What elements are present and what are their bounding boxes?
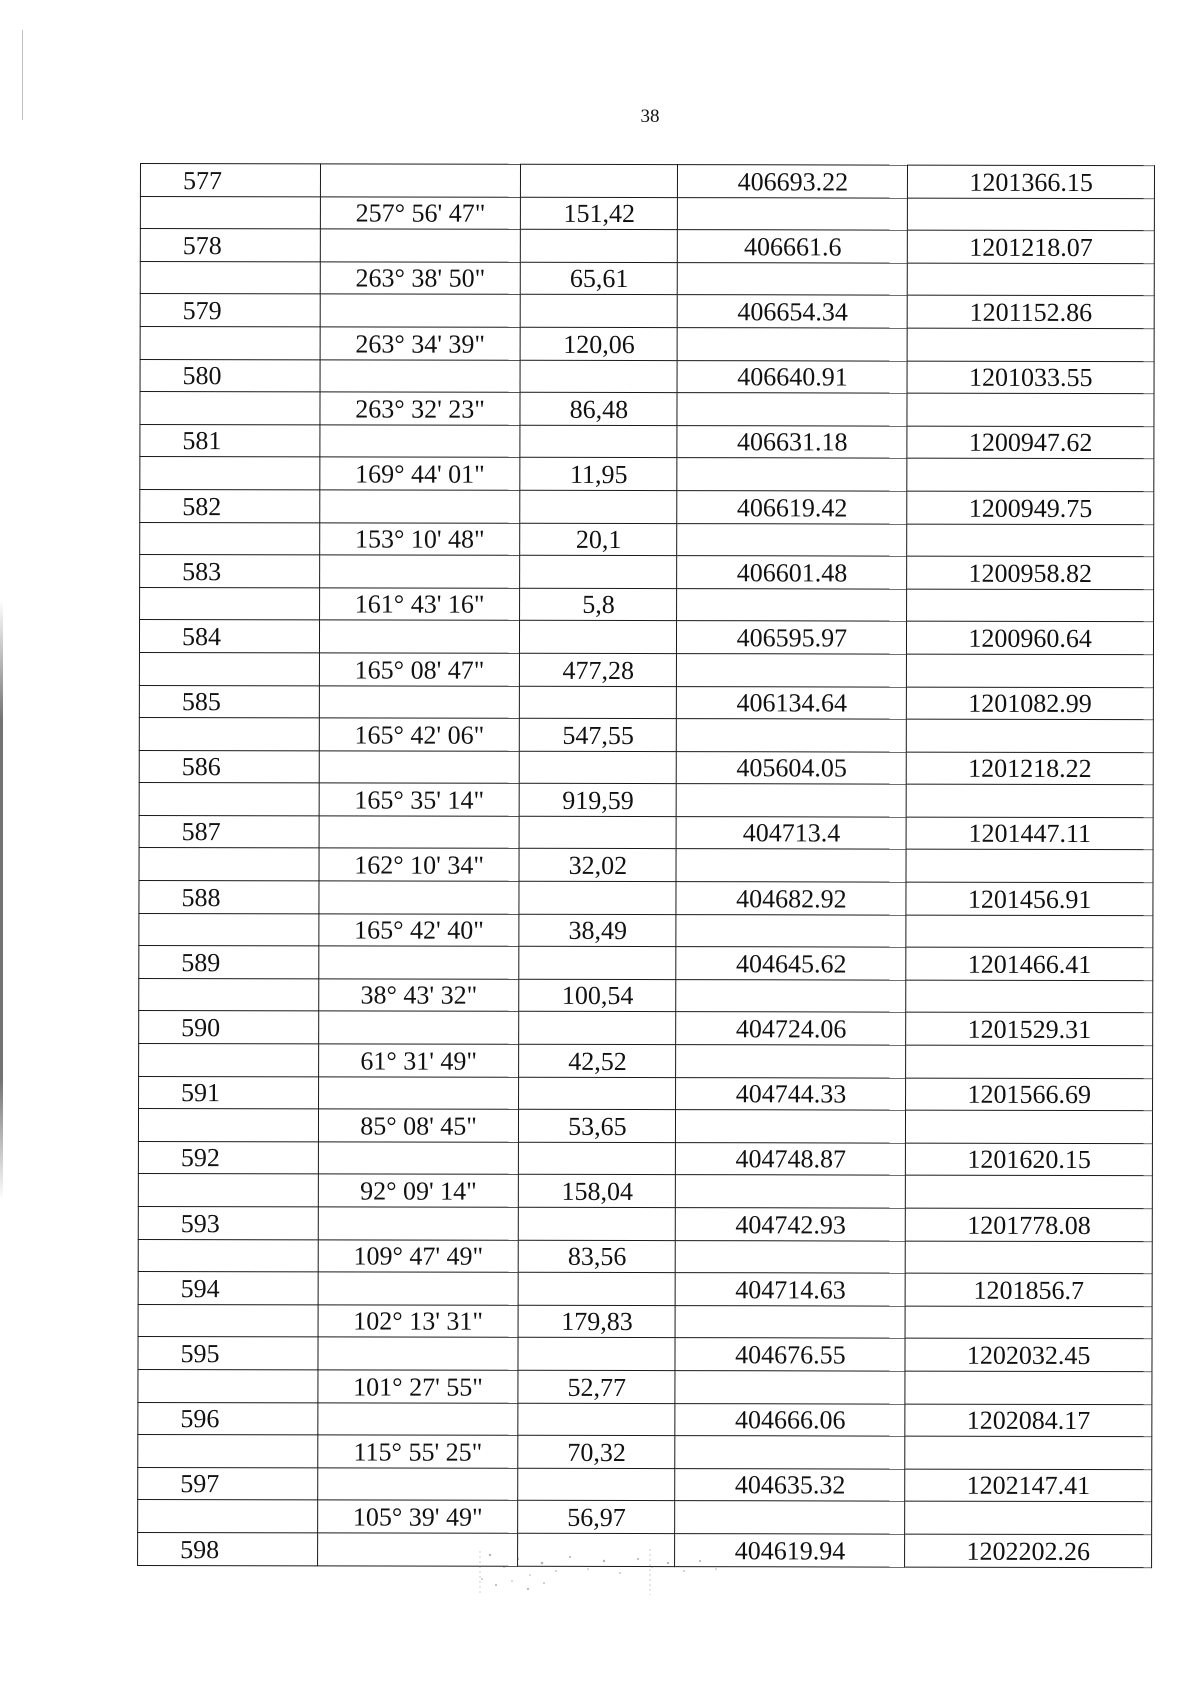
x-coordinate-cell: 404724.06 [676, 1012, 906, 1045]
direction-angle-cell: 165° 35' 14" [319, 783, 520, 816]
x-coordinate-cell: 404666.06 [675, 1403, 905, 1436]
empty-cell [520, 686, 677, 719]
empty-cell [519, 1142, 676, 1175]
point-number-cell: 593 [138, 1206, 318, 1239]
empty-cell [675, 1501, 905, 1534]
empty-cell [318, 1077, 519, 1110]
y-coordinate-cell: 1201566.69 [906, 1078, 1153, 1111]
empty-cell [317, 1533, 518, 1566]
empty-cell [320, 425, 521, 458]
segment-row [138, 1239, 1152, 1274]
y-coordinate-cell: 1200947.62 [907, 426, 1154, 459]
scan-edge-shadow [0, 600, 3, 1200]
segment-length-cell: 5,8 [520, 588, 677, 621]
y-coordinate-cell: 1201620.15 [906, 1143, 1153, 1176]
direction-angle-cell: 263° 32' 23" [320, 392, 521, 425]
empty-cell [139, 1044, 319, 1077]
x-coordinate-cell: 404682.92 [676, 882, 906, 915]
empty-cell [519, 1207, 676, 1240]
y-coordinate-cell: 1201456.91 [906, 882, 1153, 915]
empty-cell [519, 947, 676, 980]
y-coordinate-cell: 1200958.82 [907, 556, 1154, 589]
segment-length-cell: 120,06 [520, 327, 677, 360]
point-number-cell: 586 [139, 750, 319, 783]
empty-cell [906, 1045, 1153, 1078]
segment-row [140, 587, 1154, 622]
empty-cell [140, 457, 320, 490]
empty-cell [518, 1272, 675, 1305]
y-coordinate-cell: 1202032.45 [905, 1338, 1152, 1371]
point-row [139, 1076, 1153, 1111]
x-coordinate-cell: 406693.22 [678, 165, 908, 198]
point-row [139, 815, 1153, 850]
empty-cell [319, 555, 520, 588]
point-number-cell: 580 [140, 359, 320, 392]
empty-cell [518, 1338, 675, 1371]
empty-cell [318, 1142, 519, 1175]
empty-cell [138, 1174, 318, 1207]
point-row [139, 1011, 1153, 1046]
point-row [138, 1532, 1152, 1567]
segment-length-cell: 53,65 [519, 1110, 676, 1143]
point-number-cell: 578 [140, 229, 320, 262]
empty-cell [318, 1337, 519, 1370]
empty-cell [138, 1304, 318, 1337]
empty-cell [140, 261, 320, 294]
empty-cell [519, 1012, 676, 1045]
segment-row [139, 1044, 1153, 1079]
segment-length-cell: 65,61 [521, 262, 678, 295]
segment-length-cell: 32,02 [519, 849, 676, 882]
segment-length-cell: 919,59 [519, 784, 676, 817]
segment-row [138, 1435, 1152, 1470]
empty-cell [320, 359, 521, 392]
segment-row [140, 457, 1154, 492]
x-coordinate-cell: 405604.05 [677, 751, 907, 784]
direction-angle-cell: 257° 56' 47" [320, 196, 521, 229]
empty-cell [906, 915, 1153, 948]
x-coordinate-cell: 404619.94 [675, 1534, 905, 1567]
empty-cell [906, 1241, 1153, 1274]
empty-cell [677, 588, 907, 621]
x-coordinate-cell: 406601.48 [677, 556, 907, 589]
point-row [139, 881, 1153, 916]
direction-angle-cell: 105° 39' 49" [317, 1500, 518, 1533]
y-coordinate-cell: 1201447.11 [906, 817, 1153, 850]
empty-cell [521, 295, 678, 328]
point-row [140, 424, 1154, 459]
segment-length-cell: 86,48 [520, 392, 677, 425]
x-coordinate-cell: 406661.6 [678, 230, 908, 263]
segment-length-cell: 83,56 [519, 1240, 676, 1273]
segment-length-cell: 100,54 [519, 979, 676, 1012]
empty-cell [676, 849, 906, 882]
segment-length-cell: 42,52 [519, 1044, 676, 1077]
empty-cell [907, 719, 1154, 752]
empty-cell [140, 326, 320, 359]
point-number-cell: 596 [138, 1402, 318, 1435]
empty-cell [138, 1369, 318, 1402]
empty-cell [138, 1109, 318, 1142]
empty-cell [140, 587, 320, 620]
x-coordinate-cell: 404714.63 [676, 1273, 906, 1306]
empty-cell [318, 1402, 519, 1435]
empty-cell [907, 458, 1154, 491]
x-coordinate-cell: 404748.87 [676, 1142, 906, 1175]
segment-length-cell: 56,97 [518, 1501, 675, 1534]
y-coordinate-cell: 1201218.07 [908, 230, 1155, 263]
x-coordinate-cell: 404676.55 [675, 1338, 905, 1371]
empty-cell [906, 850, 1153, 883]
point-number-cell: 582 [140, 489, 320, 522]
point-row [138, 1206, 1152, 1241]
segment-row [138, 1304, 1152, 1339]
x-coordinate-cell: 406595.97 [677, 621, 907, 654]
point-row [139, 620, 1153, 655]
segment-row [139, 783, 1153, 818]
segment-length-cell: 52,77 [518, 1370, 675, 1403]
empty-cell [520, 490, 677, 523]
empty-cell [907, 784, 1154, 817]
empty-cell [520, 555, 677, 588]
empty-cell [519, 816, 676, 849]
empty-cell [138, 1435, 318, 1468]
direction-angle-cell: 115° 55' 25" [318, 1435, 519, 1468]
empty-cell [905, 1501, 1152, 1534]
coordinates-table-body [138, 164, 1155, 1568]
y-coordinate-cell: 1200960.64 [907, 621, 1154, 654]
empty-cell [319, 1011, 520, 1044]
empty-cell [320, 490, 521, 523]
y-coordinate-cell: 1201529.31 [906, 1013, 1153, 1046]
x-coordinate-cell: 404635.32 [675, 1468, 905, 1501]
point-number-cell: 594 [138, 1272, 318, 1305]
x-coordinate-cell: 406134.64 [677, 686, 907, 719]
empty-cell [140, 392, 320, 425]
empty-cell [676, 979, 906, 1012]
empty-cell [520, 360, 677, 393]
empty-cell [138, 1239, 318, 1272]
direction-angle-cell: 92° 09' 14" [318, 1174, 519, 1207]
point-number-cell: 597 [138, 1467, 318, 1500]
segment-length-cell: 151,42 [521, 197, 678, 230]
empty-cell [318, 1272, 519, 1305]
empty-cell [906, 1110, 1153, 1143]
point-row [140, 359, 1154, 394]
direction-angle-cell: 153° 10' 48" [320, 522, 521, 555]
empty-cell [319, 620, 520, 653]
empty-cell [320, 294, 521, 327]
x-coordinate-cell: 406654.34 [678, 295, 908, 328]
point-row [140, 229, 1154, 264]
segment-row [140, 392, 1154, 427]
empty-cell [139, 978, 319, 1011]
y-coordinate-cell: 1201218.22 [907, 752, 1154, 785]
empty-cell [908, 263, 1155, 296]
point-number-cell: 595 [138, 1337, 318, 1370]
empty-cell [676, 1110, 906, 1143]
empty-cell [518, 1533, 675, 1566]
empty-cell [677, 523, 907, 556]
point-number-cell: 590 [139, 1011, 319, 1044]
segment-row [140, 326, 1154, 361]
empty-cell [675, 1305, 905, 1338]
point-row [140, 489, 1154, 524]
y-coordinate-cell: 1201152.86 [908, 295, 1155, 328]
empty-cell [139, 848, 319, 881]
segment-row [139, 718, 1153, 753]
x-coordinate-cell: 406631.18 [677, 425, 907, 458]
point-number-cell: 587 [139, 815, 319, 848]
empty-cell [675, 1371, 905, 1404]
point-number-cell: 591 [139, 1076, 319, 1109]
point-number-cell: 589 [139, 946, 319, 979]
y-coordinate-cell: 1202202.26 [905, 1534, 1152, 1567]
empty-cell [908, 198, 1155, 231]
empty-cell [678, 262, 908, 295]
empty-cell [678, 328, 908, 361]
segment-length-cell: 11,95 [520, 458, 677, 491]
empty-cell [521, 164, 678, 197]
empty-cell [139, 783, 319, 816]
empty-cell [676, 914, 906, 947]
segment-row [139, 978, 1153, 1013]
empty-cell [519, 881, 676, 914]
segment-row [138, 1500, 1152, 1535]
x-coordinate-cell: 406640.91 [677, 360, 907, 393]
empty-cell [319, 881, 520, 914]
point-number-cell: 581 [140, 424, 320, 457]
point-number-cell: 577 [140, 164, 320, 197]
empty-cell [677, 784, 907, 817]
point-row [138, 1337, 1152, 1372]
empty-cell [520, 751, 677, 784]
empty-cell [140, 196, 320, 229]
segment-row [139, 652, 1153, 687]
segment-length-cell: 38,49 [519, 914, 676, 947]
direction-angle-cell: 161° 43' 16" [319, 588, 520, 621]
empty-cell [319, 816, 520, 849]
point-row [139, 685, 1153, 720]
empty-cell [320, 164, 521, 197]
point-number-cell: 584 [139, 620, 319, 653]
point-number-cell: 583 [140, 555, 320, 588]
y-coordinate-cell: 1201366.15 [908, 165, 1155, 198]
y-coordinate-cell: 1201778.08 [906, 1208, 1153, 1241]
y-coordinate-cell: 1201082.99 [907, 687, 1154, 720]
y-coordinate-cell: 1201033.55 [907, 361, 1154, 394]
segment-length-cell: 158,04 [519, 1175, 676, 1208]
y-coordinate-cell: 1201856.7 [905, 1273, 1152, 1306]
segment-row [139, 913, 1153, 948]
segment-length-cell: 547,55 [520, 718, 677, 751]
empty-cell [519, 1077, 676, 1110]
empty-cell [521, 229, 678, 262]
empty-cell [319, 751, 520, 784]
empty-cell [905, 1371, 1152, 1404]
point-row [138, 1467, 1152, 1502]
point-row [139, 946, 1153, 981]
segment-row [138, 1174, 1152, 1209]
empty-cell [520, 425, 677, 458]
empty-cell [677, 719, 907, 752]
direction-angle-cell: 165° 08' 47" [319, 653, 520, 686]
empty-cell [906, 980, 1153, 1013]
empty-cell [318, 1468, 519, 1501]
direction-angle-cell: 102° 13' 31" [318, 1305, 519, 1338]
coordinates-table [137, 163, 1155, 1568]
empty-cell [907, 393, 1154, 426]
page-number: 38 [640, 106, 660, 127]
empty-cell [907, 654, 1154, 687]
empty-cell [319, 946, 520, 979]
empty-cell [676, 1045, 906, 1078]
direction-angle-cell: 85° 08' 45" [318, 1109, 519, 1142]
segment-row [138, 1109, 1152, 1144]
empty-cell [518, 1403, 675, 1436]
segment-length-cell: 20,1 [520, 523, 677, 556]
empty-cell [676, 1240, 906, 1273]
x-coordinate-cell: 404742.93 [676, 1208, 906, 1241]
empty-cell [520, 621, 677, 654]
empty-cell [318, 1207, 519, 1240]
point-row [140, 294, 1154, 329]
y-coordinate-cell: 1202147.41 [905, 1469, 1152, 1502]
direction-angle-cell: 169° 44' 01" [320, 457, 521, 490]
empty-cell [907, 328, 1154, 361]
empty-cell [675, 1436, 905, 1469]
point-number-cell: 598 [138, 1532, 318, 1565]
segment-row [140, 522, 1154, 557]
segment-row [140, 261, 1154, 296]
point-number-cell: 579 [140, 294, 320, 327]
empty-cell [139, 652, 319, 685]
direction-angle-cell: 61° 31' 49" [318, 1044, 519, 1077]
segment-length-cell: 179,83 [518, 1305, 675, 1338]
direction-angle-cell: 162° 10' 34" [319, 848, 520, 881]
empty-cell [905, 1306, 1152, 1339]
direction-angle-cell: 38° 43' 32" [319, 979, 520, 1012]
empty-cell [139, 718, 319, 751]
point-number-cell: 592 [138, 1141, 318, 1174]
x-coordinate-cell: 406619.42 [677, 491, 907, 524]
empty-cell [676, 1175, 906, 1208]
y-coordinate-cell: 1200949.75 [907, 491, 1154, 524]
empty-cell [140, 522, 320, 555]
x-coordinate-cell: 404713.4 [677, 817, 907, 850]
segment-row [138, 1369, 1152, 1404]
segment-length-cell: 477,28 [520, 653, 677, 686]
empty-cell [907, 524, 1154, 557]
y-coordinate-cell: 1201466.41 [906, 947, 1153, 980]
segment-row [139, 848, 1153, 883]
direction-angle-cell: 263° 38' 50" [320, 262, 521, 295]
point-row [138, 1402, 1152, 1437]
point-row [140, 555, 1154, 590]
empty-cell [138, 1500, 318, 1533]
empty-cell [905, 1436, 1152, 1469]
y-coordinate-cell: 1202084.17 [905, 1404, 1152, 1437]
direction-angle-cell: 263° 34' 39" [320, 327, 521, 360]
empty-cell [907, 589, 1154, 622]
direction-angle-cell: 109° 47' 49" [318, 1239, 519, 1272]
empty-cell [319, 685, 520, 718]
empty-cell [906, 1176, 1153, 1209]
point-row [138, 1272, 1152, 1307]
empty-cell [518, 1468, 675, 1501]
point-number-cell: 588 [139, 881, 319, 914]
segment-length-cell: 70,32 [518, 1435, 675, 1468]
empty-cell [677, 458, 907, 491]
empty-cell [139, 913, 319, 946]
point-row [140, 164, 1154, 199]
point-row [138, 1141, 1152, 1176]
empty-cell [677, 654, 907, 687]
x-coordinate-cell: 404744.33 [676, 1077, 906, 1110]
point-number-cell: 585 [139, 685, 319, 718]
x-coordinate-cell: 404645.62 [676, 947, 906, 980]
direction-angle-cell: 165° 42' 06" [319, 718, 520, 751]
segment-row [140, 196, 1154, 231]
empty-cell [677, 393, 907, 426]
empty-cell [320, 229, 521, 262]
empty-cell [678, 197, 908, 230]
direction-angle-cell: 101° 27' 55" [318, 1370, 519, 1403]
direction-angle-cell: 165° 42' 40" [319, 914, 520, 947]
point-row [139, 750, 1153, 785]
